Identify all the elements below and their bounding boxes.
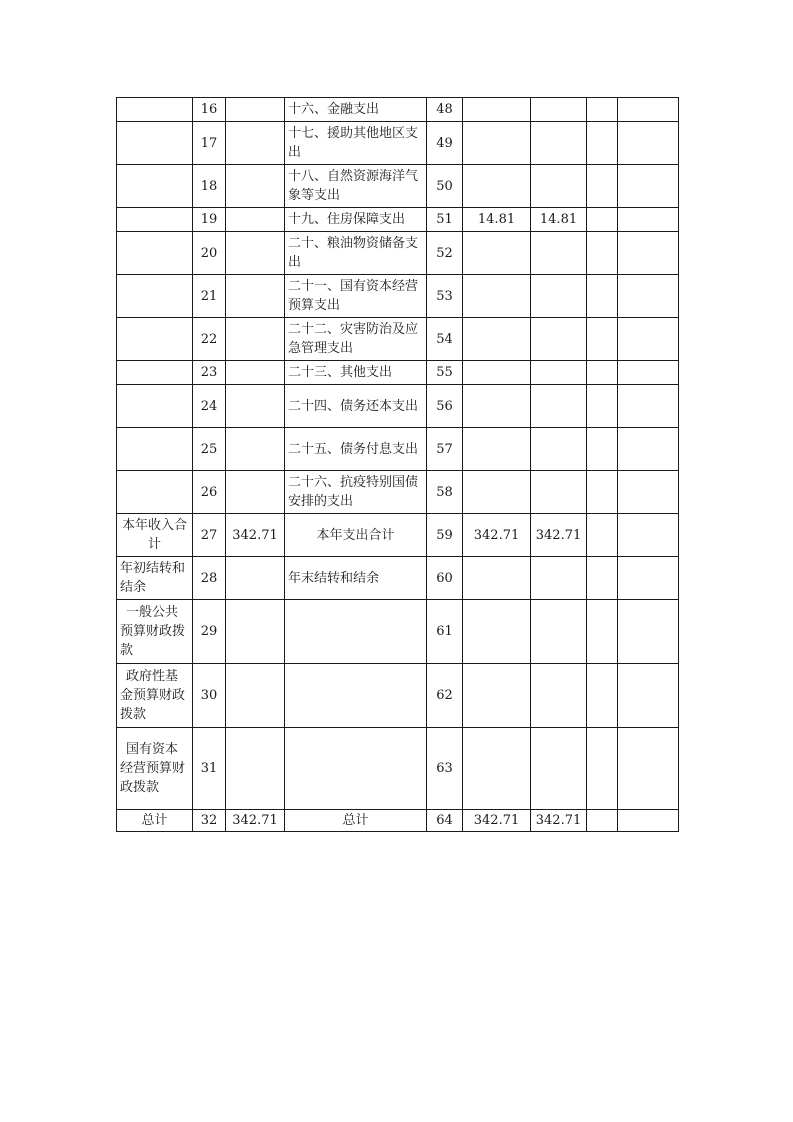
expense-total-cell: 342.71: [463, 514, 531, 557]
expense-state-capital-cell: [618, 810, 679, 832]
table-row: [117, 165, 679, 208]
table-row: [117, 810, 679, 832]
table-row: [117, 664, 679, 728]
expense-item-cell: 十六、金融支出: [285, 98, 427, 122]
expense-line-no-cell: 62: [427, 664, 463, 728]
expense-total-cell: [463, 728, 531, 810]
expense-line-no-cell: 64: [427, 810, 463, 832]
expense-total-cell: [463, 318, 531, 361]
income-line-no-cell: 16: [193, 98, 226, 122]
expense-general-budget-cell: [531, 600, 587, 664]
expense-line-no-cell: 59: [427, 514, 463, 557]
income-item-cell: [117, 208, 193, 232]
expense-general-budget-cell: [531, 122, 587, 165]
expense-general-budget-cell: [531, 165, 587, 208]
expense-item-cell: 总计: [285, 810, 427, 832]
expense-line-no-cell: 55: [427, 361, 463, 385]
expense-line-no-cell: 56: [427, 385, 463, 428]
expense-general-budget-cell: [531, 98, 587, 122]
income-item-cell: [117, 232, 193, 275]
expense-total-cell: [463, 122, 531, 165]
table-row: [117, 275, 679, 318]
income-item-cell: 国有资本经营预算财政拨款: [117, 728, 193, 810]
income-line-no-cell: 17: [193, 122, 226, 165]
expense-state-capital-cell: [618, 232, 679, 275]
expense-state-capital-cell: [618, 165, 679, 208]
expense-general-budget-cell: 14.81: [531, 208, 587, 232]
expense-item-cell: [285, 600, 427, 664]
expense-general-budget-cell: [531, 471, 587, 514]
income-item-cell: [117, 98, 193, 122]
expense-fund-budget-cell: [587, 361, 618, 385]
expense-state-capital-cell: [618, 664, 679, 728]
income-line-no-cell: 27: [193, 514, 226, 557]
expense-fund-budget-cell: [587, 122, 618, 165]
expense-line-no-cell: 58: [427, 471, 463, 514]
expense-line-no-cell: 63: [427, 728, 463, 810]
expense-item-cell: 二十三、其他支出: [285, 361, 427, 385]
expense-state-capital-cell: [618, 208, 679, 232]
expense-total-cell: [463, 98, 531, 122]
income-item-cell: 年初结转和结余: [117, 557, 193, 600]
expense-item-cell: 二十四、债务还本支出: [285, 385, 427, 428]
income-line-no-cell: 18: [193, 165, 226, 208]
expense-item-cell: 十七、援助其他地区支出: [285, 122, 427, 165]
income-line-no-cell: 30: [193, 664, 226, 728]
expense-general-budget-cell: [531, 728, 587, 810]
income-amount-cell: [226, 208, 285, 232]
expense-state-capital-cell: [618, 728, 679, 810]
income-amount-cell: [226, 471, 285, 514]
table-row: [117, 514, 679, 557]
income-line-no-cell: 32: [193, 810, 226, 832]
expense-fund-budget-cell: [587, 385, 618, 428]
income-amount-cell: 342.71: [226, 514, 285, 557]
expense-fund-budget-cell: [587, 600, 618, 664]
expense-fund-budget-cell: [587, 165, 618, 208]
expense-general-budget-cell: [531, 428, 587, 471]
table-row: [117, 208, 679, 232]
income-item-cell: [117, 361, 193, 385]
expense-total-cell: [463, 471, 531, 514]
expense-line-no-cell: 50: [427, 165, 463, 208]
table-row: [117, 428, 679, 471]
expense-general-budget-cell: [531, 232, 587, 275]
expense-general-budget-cell: [531, 664, 587, 728]
expense-item-cell: 二十一、国有资本经营预算支出: [285, 275, 427, 318]
expense-item-cell: [285, 728, 427, 810]
expense-line-no-cell: 61: [427, 600, 463, 664]
expense-item-cell: 二十五、债务付息支出: [285, 428, 427, 471]
expense-fund-budget-cell: [587, 232, 618, 275]
income-amount-cell: [226, 600, 285, 664]
expense-item-cell: 十九、住房保障支出: [285, 208, 427, 232]
expense-state-capital-cell: [618, 275, 679, 318]
expense-total-cell: 14.81: [463, 208, 531, 232]
table-row: [117, 232, 679, 275]
expense-state-capital-cell: [618, 318, 679, 361]
table-row: [117, 600, 679, 664]
income-amount-cell: [226, 728, 285, 810]
expense-line-no-cell: 49: [427, 122, 463, 165]
income-amount-cell: [226, 275, 285, 318]
expense-state-capital-cell: [618, 385, 679, 428]
income-item-cell: [117, 471, 193, 514]
expense-state-capital-cell: [618, 514, 679, 557]
table-row: [117, 318, 679, 361]
expense-total-cell: [463, 232, 531, 275]
income-line-no-cell: 24: [193, 385, 226, 428]
expense-fund-budget-cell: [587, 318, 618, 361]
table-row: [117, 557, 679, 600]
expense-general-budget-cell: [531, 385, 587, 428]
expense-state-capital-cell: [618, 471, 679, 514]
income-amount-cell: [226, 361, 285, 385]
expense-item-cell: [285, 664, 427, 728]
table-body: [117, 98, 679, 832]
income-line-no-cell: 31: [193, 728, 226, 810]
income-amount-cell: [226, 232, 285, 275]
table-row: [117, 361, 679, 385]
income-amount-cell: [226, 122, 285, 165]
income-amount-cell: [226, 98, 285, 122]
expense-state-capital-cell: [618, 428, 679, 471]
income-item-cell: [117, 428, 193, 471]
expense-item-cell: 二十六、抗疫特别国债安排的支出: [285, 471, 427, 514]
income-item-cell: 一般公共预算财政拨款: [117, 600, 193, 664]
expense-fund-budget-cell: [587, 98, 618, 122]
expense-fund-budget-cell: [587, 664, 618, 728]
income-line-no-cell: 29: [193, 600, 226, 664]
income-amount-cell: 342.71: [226, 810, 285, 832]
expense-total-cell: [463, 385, 531, 428]
expense-state-capital-cell: [618, 361, 679, 385]
income-item-cell: [117, 122, 193, 165]
income-amount-cell: [226, 165, 285, 208]
income-line-no-cell: 21: [193, 275, 226, 318]
income-item-cell: [117, 318, 193, 361]
expense-item-cell: 年末结转和结余: [285, 557, 427, 600]
expense-line-no-cell: 52: [427, 232, 463, 275]
expense-general-budget-cell: [531, 557, 587, 600]
income-item-cell: [117, 385, 193, 428]
expense-total-cell: [463, 664, 531, 728]
income-amount-cell: [226, 318, 285, 361]
expense-total-cell: [463, 557, 531, 600]
expense-line-no-cell: 48: [427, 98, 463, 122]
income-item-cell: 本年收入合计: [117, 514, 193, 557]
income-line-no-cell: 23: [193, 361, 226, 385]
income-amount-cell: [226, 557, 285, 600]
expense-fund-budget-cell: [587, 728, 618, 810]
expense-total-cell: 342.71: [463, 810, 531, 832]
expense-item-cell: 二十、粮油物资储备支出: [285, 232, 427, 275]
income-amount-cell: [226, 385, 285, 428]
income-line-no-cell: 25: [193, 428, 226, 471]
table-row: [117, 471, 679, 514]
expense-line-no-cell: 53: [427, 275, 463, 318]
expense-general-budget-cell: 342.71: [531, 810, 587, 832]
expense-item-cell: 十八、自然资源海洋气象等支出: [285, 165, 427, 208]
expense-general-budget-cell: [531, 275, 587, 318]
expense-fund-budget-cell: [587, 471, 618, 514]
expense-fund-budget-cell: [587, 208, 618, 232]
expense-general-budget-cell: [531, 318, 587, 361]
income-item-cell: 总计: [117, 810, 193, 832]
income-line-no-cell: 20: [193, 232, 226, 275]
budget-table: [116, 97, 679, 832]
expense-fund-budget-cell: [587, 557, 618, 600]
expense-line-no-cell: 60: [427, 557, 463, 600]
income-item-cell: [117, 275, 193, 318]
expense-item-cell: 二十二、灾害防治及应急管理支出: [285, 318, 427, 361]
income-amount-cell: [226, 428, 285, 471]
table-row: [117, 122, 679, 165]
income-line-no-cell: 28: [193, 557, 226, 600]
expense-state-capital-cell: [618, 600, 679, 664]
expense-item-cell: 本年支出合计: [285, 514, 427, 557]
expense-fund-budget-cell: [587, 428, 618, 471]
income-line-no-cell: 22: [193, 318, 226, 361]
expense-fund-budget-cell: [587, 810, 618, 832]
income-item-cell: 政府性基金预算财政拨款: [117, 664, 193, 728]
expense-fund-budget-cell: [587, 275, 618, 318]
expense-total-cell: [463, 361, 531, 385]
expense-general-budget-cell: [531, 361, 587, 385]
expense-total-cell: [463, 275, 531, 318]
table-row: [117, 728, 679, 810]
table-row: [117, 98, 679, 122]
expense-general-budget-cell: 342.71: [531, 514, 587, 557]
expense-total-cell: [463, 600, 531, 664]
expense-line-no-cell: 57: [427, 428, 463, 471]
expense-state-capital-cell: [618, 122, 679, 165]
expense-total-cell: [463, 165, 531, 208]
expense-line-no-cell: 54: [427, 318, 463, 361]
expense-total-cell: [463, 428, 531, 471]
income-amount-cell: [226, 664, 285, 728]
expense-state-capital-cell: [618, 98, 679, 122]
expense-fund-budget-cell: [587, 514, 618, 557]
table-row: [117, 385, 679, 428]
income-line-no-cell: 26: [193, 471, 226, 514]
income-line-no-cell: 19: [193, 208, 226, 232]
expense-state-capital-cell: [618, 557, 679, 600]
expense-line-no-cell: 51: [427, 208, 463, 232]
income-item-cell: [117, 165, 193, 208]
